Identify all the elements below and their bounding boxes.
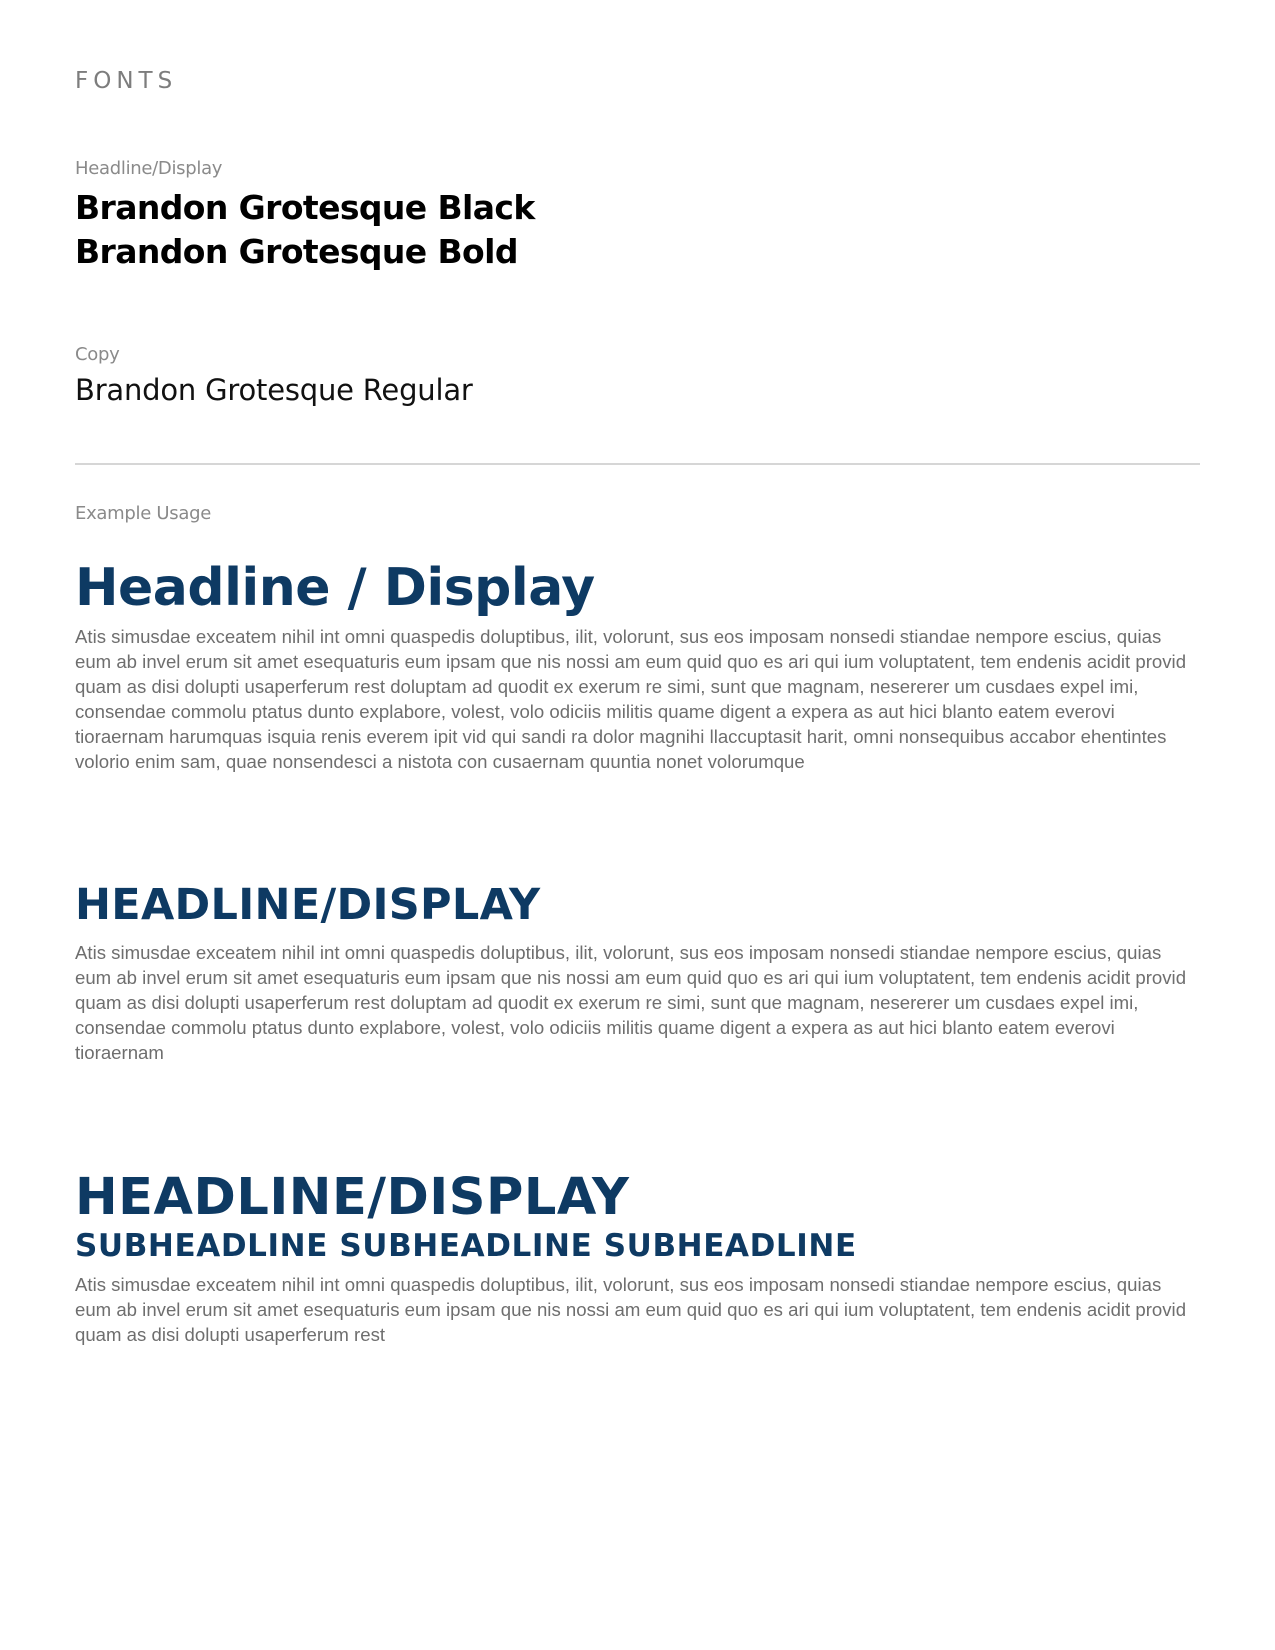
example-2-headline: HEADLINE/DISPLAY [75,880,541,930]
section-divider [75,463,1200,465]
example-usage-label: Example Usage [75,503,211,524]
font-name-bold: Brandon Grotesque Bold [75,232,518,271]
example-3-subheadline: SUBHEADLINE SUBHEADLINE SUBHEADLINE [75,1228,857,1264]
section-title: FONTS [75,68,178,94]
example-3-body: Atis simusdae exceatem nihil int omni quaspedis doluptibus, ilit, volorunt, sus eos imposam nonsedi stiandae nempore escius, quias eum ab invel erum sit amet esequaturis eum ipsam que nis nossi am eum quid quo es ari qui ium voluptatent, tem endenis acidit provid quam as disi dolupti usaperferum rest [75,1274,1187,1345]
example-2-body: Atis simusdae exceatem nihil int omni quaspedis doluptibus, ilit, volorunt, sus eos imposam nonsedi stiandae nempore escius, quias eum ab invel erum sit amet esequaturis eum ipsam que nis nossi am eum quid quo es ari qui ium voluptatent, tem endenis acidit provid quam as disi dolupti usaperferum rest doluptam ad quodit ex exerum re simi, sunt que magnam, nesererer um cusdaes expel imi, consendae commolu ptatus dunto explabore, volest, volo odiciis militis quame digent a expera as aut hici blanto eatem everovi tioraernam [75,942,1187,1063]
example-1-body: Atis simusdae exceatem nihil int omni quaspedis doluptibus, ilit, volorunt, sus eos imposam nonsedi stiandae nempore escius, quias eum ab invel erum sit amet esequaturis eum ipsam que nis nossi am eum quid quo es ari qui ium voluptatent, tem endenis acidit provid quam as disi dolupti usaperferum rest doluptam ad quodit ex exerum re simi, sunt que magnam, nesererer um cusdaes expel imi, consendae commolu ptatus dunto explabore, volest, volo odiciis militis quame digent a expera as aut hici blanto eatem everovi tioraernam harumquas isquia renis everem ipit vid qui sandi ra dolor magnihi llaccuptasit harit, omni nonsequibus accabor ehentintes volorio enim sam, quae nonsendesci a nistota con cusaernam quuntia nonet volorumque [75,626,1187,772]
font-name-regular: Brandon Grotesque Regular [75,373,473,407]
headline-font-label: Headline/Display [75,158,223,179]
copy-font-label: Copy [75,344,120,365]
example-3-headline: HEADLINE/DISPLAY [75,1168,630,1227]
font-name-black: Brandon Grotesque Black [75,188,535,227]
example-1-headline: Headline / Display [75,558,595,618]
